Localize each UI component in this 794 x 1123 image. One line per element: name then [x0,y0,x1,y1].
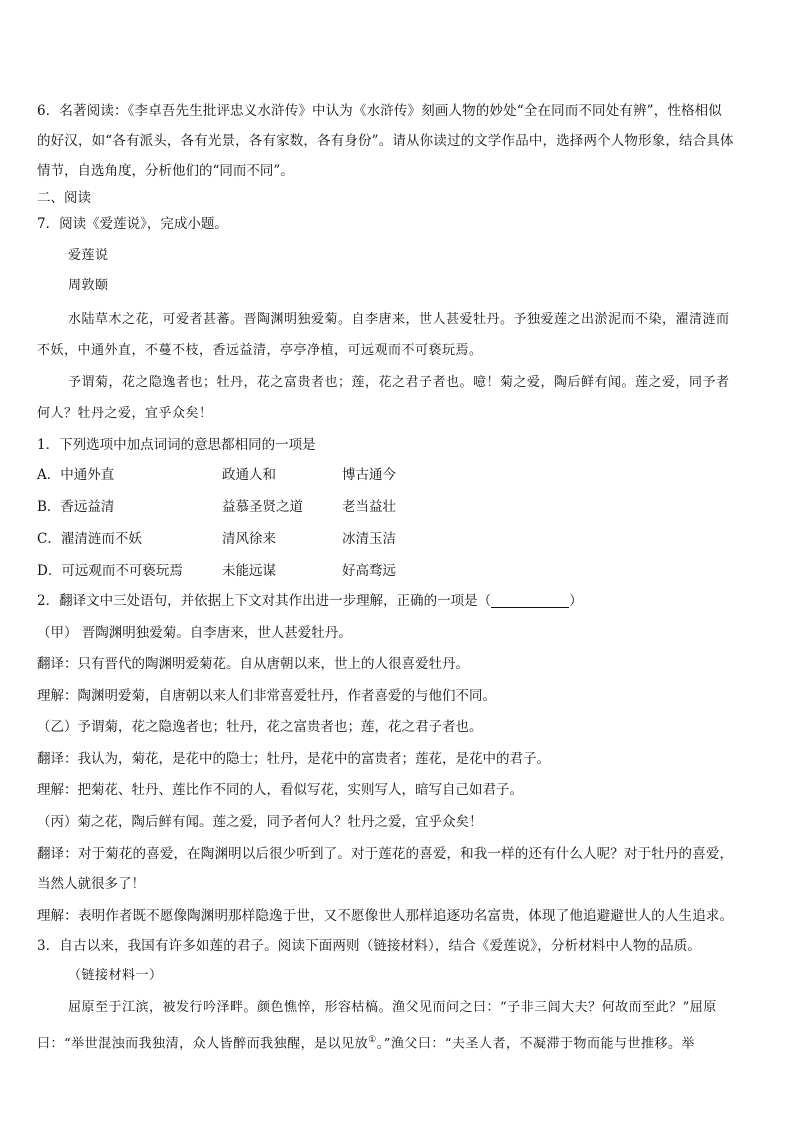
material-text-b: 。”渔父曰：“夫圣人者，不凝滞于物而能与世推移。举 [376,1036,696,1052]
passage-line: 不妖，中通外直，不蔓不枝，香远益清，亭亭净植，可远观而不可亵玩焉。 [37,343,483,358]
sub2-stem-line [37,591,583,611]
footnote-marker[interactable]: ① [368,1035,377,1045]
option-d-c: 好高骛远 [342,563,396,579]
sentence-bing: （丙）菊之花，陶后鲜有闻。莲之爱，同予者何人？牡丹之爱，宜乎众矣！ [37,814,483,830]
passage-line: 何人？牡丹之爱，宜乎众矣！ [37,406,213,421]
sentence-yi: （乙）予谓菊，花之隐逸者也；牡丹，花之富贵者也；莲，花之君子者也。 [37,719,483,735]
material-line-2 [37,1030,695,1054]
q6-line-3: 情节，自选角度，分析他们的“同而不同”。 [37,163,294,179]
answer-blank[interactable] [491,593,569,608]
sub2-stem-end: ） [569,593,583,609]
sub1-stem: 1．下列选项中加点词词的意思都相同的一项是 [37,437,316,453]
q6-line-1: 6．名著阅读：《李卓吾先生批评忠义水浒传》中认为《水浒传》刻画人物的妙处“全在同而不同处有辨”，性格相似 [37,103,722,119]
option-b-c: 老当益壮 [342,499,396,515]
option-d-label: D．可远观而不可亵玩焉 [37,563,183,579]
option-b-label: B．香远益清 [37,499,115,515]
understanding-bing: 理解：表明作者既不愿像陶渊明那样隐逸于世，又不愿像世人那样追逐功名富贵，体现了他追避避世人的人生追求。 [37,908,734,924]
option-a-b: 政通人和 [222,467,276,483]
sentence-jia: （甲） 晋陶渊明独爱菊。自李唐来，世人甚爱牡丹。 [37,625,352,641]
material-line-1: 屈原至于江滨，被发行吟泽畔。颜色憔悴，形容枯槁。渔父见而问之曰：“子非三闾大夫？何故而至此？”屈原 [68,1000,717,1015]
option-d-b: 未能远谋 [222,563,276,579]
option-a-c: 博古通今 [342,467,396,483]
option-c-b: 清风徐来 [222,531,276,547]
option-a-label: A．中通外直 [37,467,115,483]
q7-intro: 7．阅读《爱莲说》，完成小题。 [37,216,228,232]
option-c-label: C．濯清涟而不妖 [37,531,142,547]
sub2-stem: 2．翻译文中三处语句，并依据上下文对其作出进一步理解，正确的一项是（ [37,593,492,609]
translation-bing-2: 当然人就很多了！ [37,876,145,892]
translation-yi: 翻译：我认为，菊花，是花中的隐士；牡丹，是花中的富贵者；莲花，是花中的君子。 [37,751,550,767]
option-c-c: 冰清玉洁 [342,531,396,547]
passage-line: 水陆草木之花，可爱者甚蕃。晋陶渊明独爱菊。自李唐来，世人甚爱牡丹。予独爱莲之出淤泥而不染，濯清涟而 [68,312,730,327]
sub3-stem: 3．自古以来，我国有许多如莲的君子。阅读下面两则（链接材料），结合《爱莲说》，分析材料中人物的品质。 [37,938,702,954]
poem-title: 爱莲说 [68,248,109,263]
poem-author: 周敦颐 [68,278,109,293]
material-label: （链接材料一） [68,968,163,983]
understanding-jia: 理解：陶渊明爱菊，自唐朝以来人们非常喜爱牡丹，作者喜爱的与他们不同。 [37,688,496,704]
translation-jia: 翻译：只有晋代的陶渊明爱菊花。自从唐朝以来，世上的人很喜爱牡丹。 [37,656,469,672]
material-text-a: 曰：“举世混浊而我独清，众人皆醉而我独醒，是以见放 [37,1036,369,1052]
passage-line: 予谓菊，花之隐逸者也；牡丹，花之富贵者也；莲，花之君子者也。噫！菊之爱，陶后鲜有闻。莲之爱，同予者 [68,375,730,390]
understanding-yi: 理解：把菊花、牡丹、莲比作不同的人，看似写花，实则写人，暗写自己如君子。 [37,782,523,798]
q6-line-2: 的好汉，如“各有派头，各有光景，各有家数，各有身份”。请从你读过的文学作品中，选择两个人物形象，结合具体 [37,133,734,149]
translation-bing-1: 翻译：对于菊花的喜爱，在陶渊明以后很少听到了。对于莲花的喜爱，和我一样的还有什么人呢？对于牡丹的喜爱， [37,846,734,862]
section-heading: 二、阅读 [37,190,91,206]
option-b-b: 益慕圣贤之道 [222,499,303,515]
